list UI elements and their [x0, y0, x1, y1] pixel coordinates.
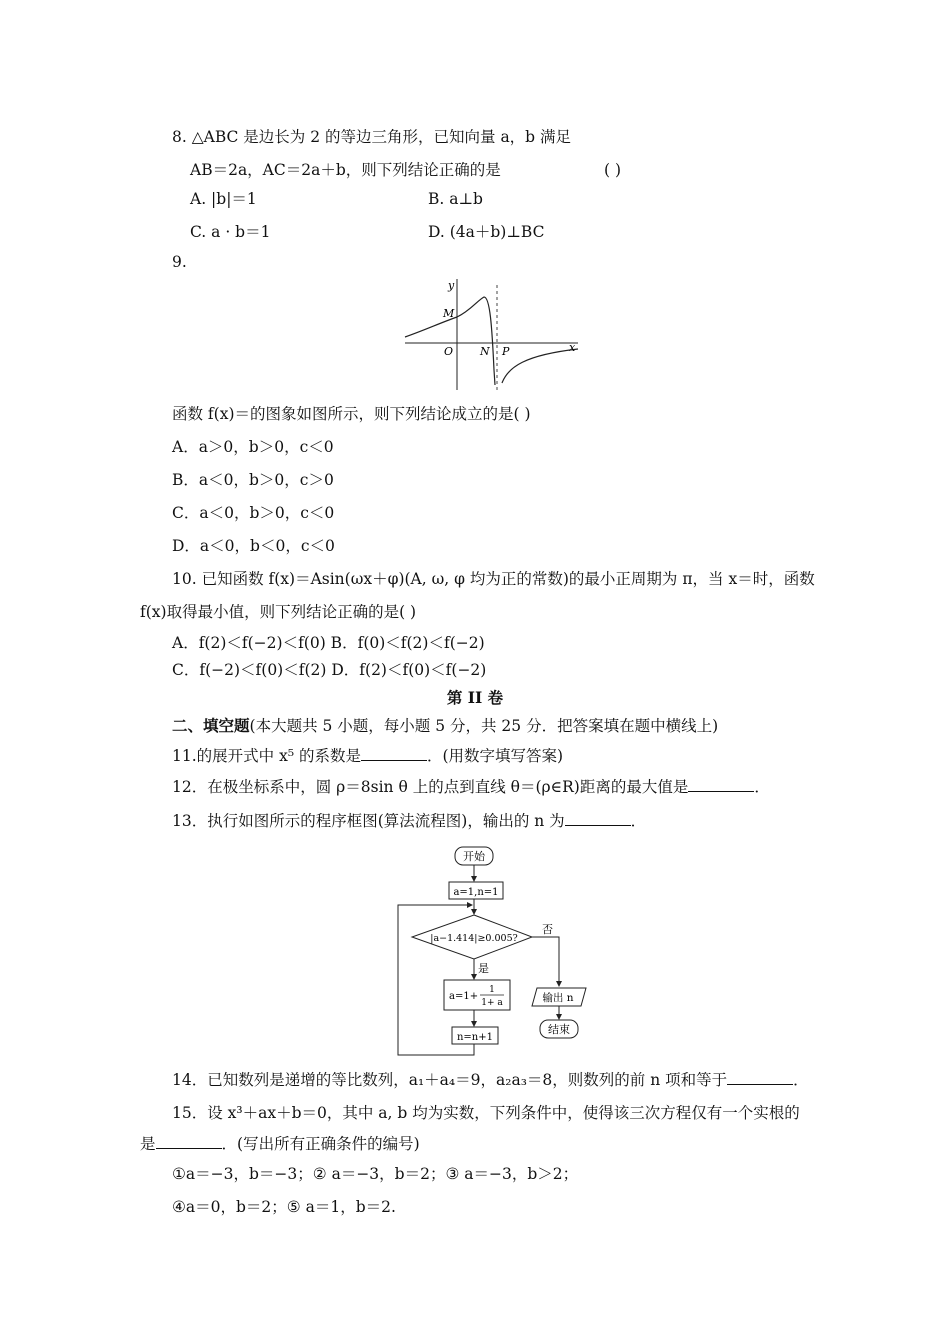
q14-suffix: ． — [793, 1071, 809, 1089]
q15-line2 — [140, 1134, 420, 1154]
q13-text: 13．执行如图所示的程序框图(算法流程图)，输出的 n 为 — [172, 812, 565, 830]
flow-end-label: 结束 — [548, 1023, 570, 1036]
flow-yes-label: 是 — [478, 962, 489, 975]
q14-text: 14．已知数列是递增的等比数列，a₁＋a₄＝9，a₂a₃＝8，则数列的前 n 项和等于 — [172, 1071, 728, 1089]
q10-stem-line1: 10. 已知函数 f(x)＝Asin(ωx＋φ)(A, ω, φ 均为正的常数)的最小正周期为 π，当 x＝时，函数 — [172, 570, 815, 588]
section-heading-note: (本大题共 5 小题，每小题 5 分，共 25 分．把答案填在题中横线上) — [249, 717, 719, 735]
q8-option-c: C. a · b＝1 — [190, 223, 271, 241]
q9-option-d: D．a＜0，b＜0，c＜0 — [172, 537, 335, 555]
q10-stem-line2: f(x)取得最小值，则下列结论正确的是( ) — [140, 603, 417, 621]
flow-assign-prefix: a=1+ — [449, 991, 479, 1002]
q8-answer-paren: ( ) — [604, 161, 622, 179]
graph-label-m: M — [443, 307, 455, 320]
q15-answer-blank[interactable] — [156, 1134, 222, 1149]
flow-assign-numerator: 1 — [489, 985, 495, 995]
q13-answer-blank[interactable] — [565, 811, 631, 826]
q12-suffix: ． — [754, 778, 770, 796]
q8-stem-line2 — [190, 160, 501, 180]
q15-stem-line1: 15．设 x³＋ax＋b＝0，其中 a, b 均为实数，下列条件中，使得该三次方程仅有一个实根的 — [172, 1104, 800, 1122]
flow-output-label: 输出 n — [542, 992, 574, 1004]
graph-label-y: y — [448, 279, 455, 292]
q8-stem-text: AB＝2a，AC＝2a＋b，则下列结论正确的是 — [190, 161, 501, 179]
q8-option-a: A. |b|＝1 — [190, 190, 257, 208]
flow-assign-denominator: 1+ a — [481, 998, 503, 1008]
q11-suffix: ．(用数字填写答案) — [426, 747, 564, 765]
q9-option-c: C．a＜0，b＞0，c＜0 — [172, 504, 335, 522]
q13-line — [172, 811, 646, 831]
q9-function-graph — [400, 275, 585, 395]
q9-number: 9. — [172, 253, 187, 271]
q15-options-line1: ①a＝−3，b＝−3；② a＝−3，b＝2；③ a＝−3，b＞2； — [172, 1165, 579, 1183]
q11-text: 11.的展开式中 x⁵ 的系数是 — [172, 747, 361, 765]
flow-start-label: 开始 — [463, 850, 485, 863]
q15-line2-suffix: ．(写出所有正确条件的编号) — [221, 1135, 420, 1153]
q12-line — [172, 777, 770, 797]
q10-options-ab: A．f(2)＜f(−2)＜f(0) B．f(0)＜f(2)＜f(−2) — [172, 634, 485, 652]
q13-suffix: ． — [630, 812, 647, 830]
flow-init-label: a=1,n=1 — [453, 887, 499, 898]
flow-no-label: 否 — [542, 923, 553, 936]
q9-stem: 函数 f(x)＝的图象如图所示，则下列结论成立的是( ) — [172, 405, 531, 423]
q13-flowchart — [392, 840, 597, 1062]
graph-label-p: P — [502, 345, 510, 358]
q8-option-d: D. (4a＋b)⊥BC — [428, 223, 545, 241]
section-heading-label: 二、填空题 — [172, 716, 250, 735]
section-heading — [172, 716, 718, 736]
q9-option-a: A．a＞0，b＞0，c＜0 — [172, 438, 334, 456]
q8-stem-line1: 8. △ABC 是边长为 2 的等边三角形，已知向量 a，b 满足 — [172, 128, 572, 146]
q15-options-line2: ④a＝0，b＝2；⑤ a＝1，b＝2. — [172, 1198, 396, 1216]
graph-label-o: O — [444, 345, 454, 358]
q15-line2-prefix: 是 — [140, 1135, 156, 1153]
q11-line — [172, 746, 563, 766]
graph-label-x: x — [569, 341, 576, 354]
q14-answer-blank[interactable] — [727, 1070, 793, 1085]
graph-label-n: N — [480, 345, 490, 358]
section-title: 第 II 卷 — [446, 688, 504, 707]
q8-option-b: B. a⊥b — [428, 190, 483, 208]
q12-answer-blank[interactable] — [688, 777, 754, 792]
q14-line — [172, 1070, 809, 1090]
q10-options-cd: C．f(−2)＜f(0)＜f(2) D．f(2)＜f(0)＜f(−2) — [172, 661, 487, 679]
flow-increment-label: n=n+1 — [456, 1032, 494, 1043]
q12-text: 12．在极坐标系中，圆 ρ＝8sin θ 上的点到直线 θ＝(ρ∈R)距离的最大值是 — [172, 778, 689, 796]
flow-condition-label: |a−1.414|≥0.005? — [430, 933, 518, 944]
q11-answer-blank[interactable] — [361, 746, 427, 761]
q9-option-b: B．a＜0，b＞0，c＞0 — [172, 471, 334, 489]
